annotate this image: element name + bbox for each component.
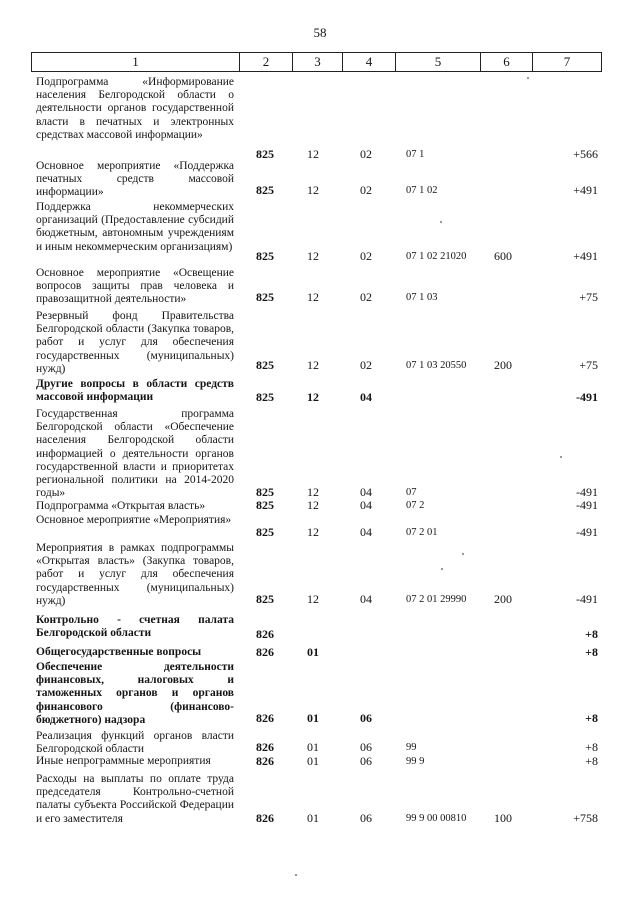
code-subsection: 02 [360, 249, 372, 263]
scan-speck [462, 553, 464, 555]
code-target-article: 07 2 [406, 500, 425, 511]
code-subsection: 06 [360, 740, 372, 754]
code-section: 12 [307, 249, 319, 263]
code-target-article: 07 1 02 21020 [406, 251, 467, 262]
table-row [0, 267, 640, 304]
header-col-3: 3 [293, 52, 343, 72]
scan-speck [527, 77, 529, 79]
amount-change: -491 [576, 390, 598, 404]
code-subsection: 02 [360, 290, 372, 304]
code-section: 01 [307, 711, 319, 725]
header-col-7: 7 [533, 52, 602, 72]
code-expense-type: 100 [494, 811, 512, 825]
code-target-article: 99 9 [406, 756, 425, 767]
code-subsection: 02 [360, 147, 372, 161]
code-subsection: 02 [360, 358, 372, 372]
header-col-4: 4 [343, 52, 396, 72]
code-expense-type: 200 [494, 358, 512, 372]
scan-speck [440, 221, 442, 223]
code-section: 12 [307, 525, 319, 539]
amount-change: +75 [579, 358, 598, 372]
code-expense-type: 200 [494, 592, 512, 606]
code-target-article: 07 [406, 487, 417, 498]
code-subsection: 06 [360, 711, 372, 725]
code-ministry: 825 [256, 592, 274, 606]
row-description: Обеспечение деятельности финансовых, налоговых и таможенных органов и органов финансового (финансово-бюджетного) надзора [36, 661, 234, 726]
header-col-6: 6 [481, 52, 533, 72]
code-section: 01 [307, 754, 319, 768]
table-row [0, 755, 640, 768]
code-ministry: 825 [256, 249, 274, 263]
code-section: 01 [307, 740, 319, 754]
row-description: Контрольно - счетная палата Белгородской области [36, 614, 234, 640]
scan-speck [295, 874, 297, 876]
table-row [0, 500, 640, 512]
code-ministry: 826 [256, 627, 274, 641]
amount-change: +8 [585, 711, 598, 725]
code-ministry: 825 [256, 485, 274, 499]
code-target-article: 07 2 01 29990 [406, 594, 467, 605]
row-description: Другие вопросы в области средств массовой информации [36, 378, 234, 404]
amount-change: +491 [573, 249, 598, 263]
code-ministry: 825 [256, 390, 274, 404]
code-ministry: 826 [256, 811, 274, 825]
table-row [0, 160, 640, 197]
row-description: Расходы на выплаты по оплате труда председателя Контрольно-счетной палаты субъекта Российской Федерации и его заместителя [36, 773, 234, 825]
amount-change: +75 [579, 290, 598, 304]
amount-change: +491 [573, 183, 598, 197]
code-section: 12 [307, 358, 319, 372]
row-description: Основное мероприятие «Поддержка печатных средств массовой информации» [36, 160, 234, 199]
amount-change: +8 [585, 754, 598, 768]
code-subsection: 06 [360, 754, 372, 768]
code-ministry: 826 [256, 754, 274, 768]
table-row [0, 542, 640, 606]
code-ministry: 825 [256, 290, 274, 304]
row-description: Иные непрограммные мероприятия [36, 755, 211, 767]
code-target-article: 99 9 00 00810 [406, 813, 467, 824]
code-ministry: 825 [256, 147, 274, 161]
code-subsection: 04 [360, 485, 372, 499]
code-expense-type: 600 [494, 249, 512, 263]
code-subsection: 02 [360, 183, 372, 197]
row-description: Мероприятия в рамках подпрограммы «Открытая власть» (Закупка товаров, работ и услуг для обеспечения государственных (муниципальных) нужд) [36, 542, 234, 607]
row-description: Основное мероприятие «Мероприятия» [36, 514, 232, 526]
amount-change: +566 [573, 147, 598, 161]
code-subsection: 04 [360, 592, 372, 606]
row-description: Подпрограмма «Открытая власть» [36, 500, 206, 512]
amount-change: -491 [576, 592, 598, 606]
amount-change: +758 [573, 811, 598, 825]
code-subsection: 04 [360, 525, 372, 539]
amount-change: -491 [576, 525, 598, 539]
code-section: 01 [307, 645, 319, 659]
table-row [0, 661, 640, 725]
table-row [0, 408, 640, 499]
code-ministry: 826 [256, 740, 274, 754]
table-row [0, 201, 640, 263]
row-description: Общегосударственные вопросы [36, 646, 202, 658]
scan-speck [441, 568, 443, 570]
code-target-article: 07 1 03 [406, 292, 438, 303]
code-ministry: 825 [256, 498, 274, 512]
row-description: Государственная программа Белгородской области «Обеспечение населения Белгородской области информацией о деятельности органов государственной власти и приоритетах региональной политики на 2014-2020 годы» [36, 408, 234, 500]
code-ministry: 825 [256, 358, 274, 372]
code-ministry: 825 [256, 525, 274, 539]
code-subsection: 04 [360, 390, 372, 404]
row-description: Резервный фонд Правительства Белгородской области (Закупка товаров, работ и услуг для обеспечения государственных (муниципальных) нужд) [36, 310, 234, 375]
code-target-article: 07 2 01 [406, 527, 438, 538]
code-section: 12 [307, 390, 319, 404]
code-section: 01 [307, 811, 319, 825]
amount-change: +8 [585, 627, 598, 641]
code-section: 12 [307, 485, 319, 499]
amount-change: -491 [576, 498, 598, 512]
row-description: Поддержка некоммерческих организаций (Предоставление субсидий бюджетным, автономным учреждениям и иным некоммерческим организациям) [36, 201, 234, 253]
code-section: 12 [307, 592, 319, 606]
code-section: 12 [307, 147, 319, 161]
page-number: 58 [313, 25, 327, 40]
code-target-article: 07 1 03 20550 [406, 360, 467, 371]
code-section: 12 [307, 183, 319, 197]
code-target-article: 07 1 [406, 149, 425, 160]
scan-speck [560, 456, 562, 458]
table-row [0, 614, 640, 641]
header-col-1: 1 [31, 52, 240, 72]
row-description: Основное мероприятие «Освещение вопросов защиты прав человека и правозащитной деятельности» [36, 267, 234, 306]
code-target-article: 07 1 02 [406, 185, 438, 196]
code-ministry: 826 [256, 645, 274, 659]
code-subsection: 06 [360, 811, 372, 825]
table-row [0, 646, 640, 659]
row-description: Реализация функций органов власти Белгородской области [36, 730, 234, 756]
code-ministry: 826 [256, 711, 274, 725]
code-target-article: 99 [406, 742, 417, 753]
table-row [0, 730, 640, 754]
table-row [0, 514, 640, 539]
table-row [0, 76, 640, 161]
code-subsection: 04 [360, 498, 372, 512]
table-row [0, 310, 640, 375]
code-section: 12 [307, 498, 319, 512]
header-col-2: 2 [240, 52, 293, 72]
code-section: 12 [307, 290, 319, 304]
code-ministry: 825 [256, 183, 274, 197]
table-row [0, 773, 640, 825]
amount-change: -491 [576, 485, 598, 499]
header-col-5: 5 [396, 52, 481, 72]
row-description: Подпрограмма «Информирование населения Белгородской области о деятельности органов государственной власти в печатных и электронных средствах массовой информации» [36, 76, 234, 141]
table-row [0, 378, 640, 404]
amount-change: +8 [585, 645, 598, 659]
amount-change: +8 [585, 740, 598, 754]
